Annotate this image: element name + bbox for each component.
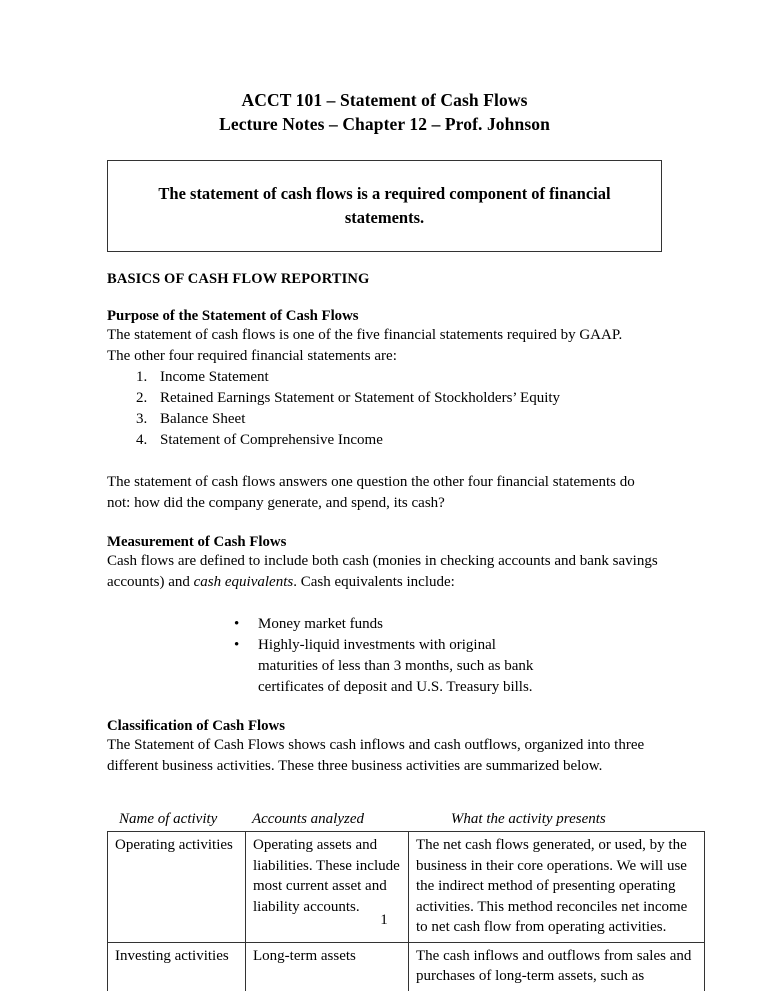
- table-row: [108, 942, 705, 991]
- list-item-label: Balance Sheet: [160, 411, 246, 427]
- purpose-paragraph-line-1: The statement of cash flows is one of the five financial statements required by GAAP.: [107, 327, 623, 343]
- column-header-name-of-activity: Name of activity: [119, 811, 218, 827]
- bullet-icon: •: [234, 616, 240, 632]
- subheading-measurement: Measurement of Cash Flows: [107, 534, 287, 550]
- column-header-what-the-activity-presents: What the activity presents: [450, 811, 606, 827]
- list-item-number: 3.: [136, 411, 148, 427]
- list-item-label: Income Statement: [160, 369, 269, 385]
- page-number: 1: [380, 912, 388, 928]
- section-heading-basics: BASICS OF CASH FLOW REPORTING: [107, 271, 370, 287]
- classification-paragraph-line-1: The Statement of Cash Flows shows cash inflows and cash outflows, organized into three: [107, 737, 645, 753]
- callout-text: The statement of cash flows is a required component of financial statements.: [158, 184, 611, 227]
- activities-table-headers: [107, 809, 662, 831]
- classification-paragraph-line-2: different business activities. These three business activities are summarized below.: [107, 758, 603, 774]
- subheading-classification: Classification of Cash Flows: [107, 718, 285, 734]
- purpose-paragraph-line-2: The other four required financial statements are:: [107, 348, 397, 364]
- measurement-intro-text: Cash flows are defined to include both cash (monies in checking accounts and bank savings accounts) and: [107, 553, 658, 590]
- list-item: [107, 430, 662, 451]
- list-item: [107, 409, 662, 430]
- list-item: [107, 614, 662, 635]
- cash-equivalents-list: [107, 614, 662, 698]
- cell-accounts: Long-term assets: [246, 942, 409, 991]
- cell-activity: Investing activities: [108, 942, 246, 991]
- cell-accounts: Operating assets and liabilities. These include most current asset and liability accounts.: [246, 832, 409, 943]
- bullet-icon: •: [234, 637, 240, 653]
- list-item: [107, 388, 662, 409]
- callout-box: [107, 160, 662, 252]
- purpose-closing-line-1: The statement of cash flows answers one question the other four financial statements do: [107, 474, 635, 490]
- cell-presents: The cash inflows and outflows from sales and purchases of long-term assets, such as: [409, 942, 705, 991]
- measurement-intro-tail: . Cash equivalents include:: [293, 574, 455, 590]
- page-title: [107, 0, 662, 136]
- list-item-label: Money market funds: [258, 616, 383, 632]
- activities-table: [107, 831, 705, 991]
- list-item-label: Retained Earnings Statement or Statement of Stockholders’ Equity: [160, 390, 561, 406]
- purpose-closing-line-2: not: how did the company generate, and spend, its cash?: [107, 495, 445, 511]
- list-item-number: 4.: [136, 432, 148, 448]
- required-statements-list: [107, 367, 662, 451]
- title-line-1: ACCT 101 – Statement of Cash Flows: [241, 90, 528, 110]
- list-item-number: 2.: [136, 390, 148, 406]
- list-item: [107, 635, 662, 698]
- list-item-label: Statement of Comprehensive Income: [160, 432, 383, 448]
- measurement-intro: [107, 551, 662, 593]
- list-item-number: 1.: [136, 369, 148, 385]
- cash-equivalents-term: cash equivalents: [193, 574, 294, 590]
- activities-table-wrapper: [107, 809, 692, 991]
- title-line-2: Lecture Notes – Chapter 12 – Prof. Johnson: [219, 114, 550, 134]
- spacer: [107, 593, 662, 614]
- cell-presents: The net cash flows generated, or used, by the business in their core operations. We will use the indirect method of presenting operating activities. This method reconciles net income to net cash flow from operating activities.: [409, 832, 705, 943]
- column-header-accounts-analyzed: Accounts analyzed: [251, 811, 364, 827]
- page-content: [107, 0, 692, 991]
- subheading-purpose: Purpose of the Statement of Cash Flows: [107, 308, 359, 324]
- list-item: [107, 367, 662, 388]
- cell-activity: Operating activities: [108, 832, 246, 943]
- spacer: [107, 451, 662, 472]
- list-item-label: Highly-liquid investments with original maturities of less than 3 months, such as bank certificates of deposit and U.S. Treasury bills.: [258, 637, 534, 695]
